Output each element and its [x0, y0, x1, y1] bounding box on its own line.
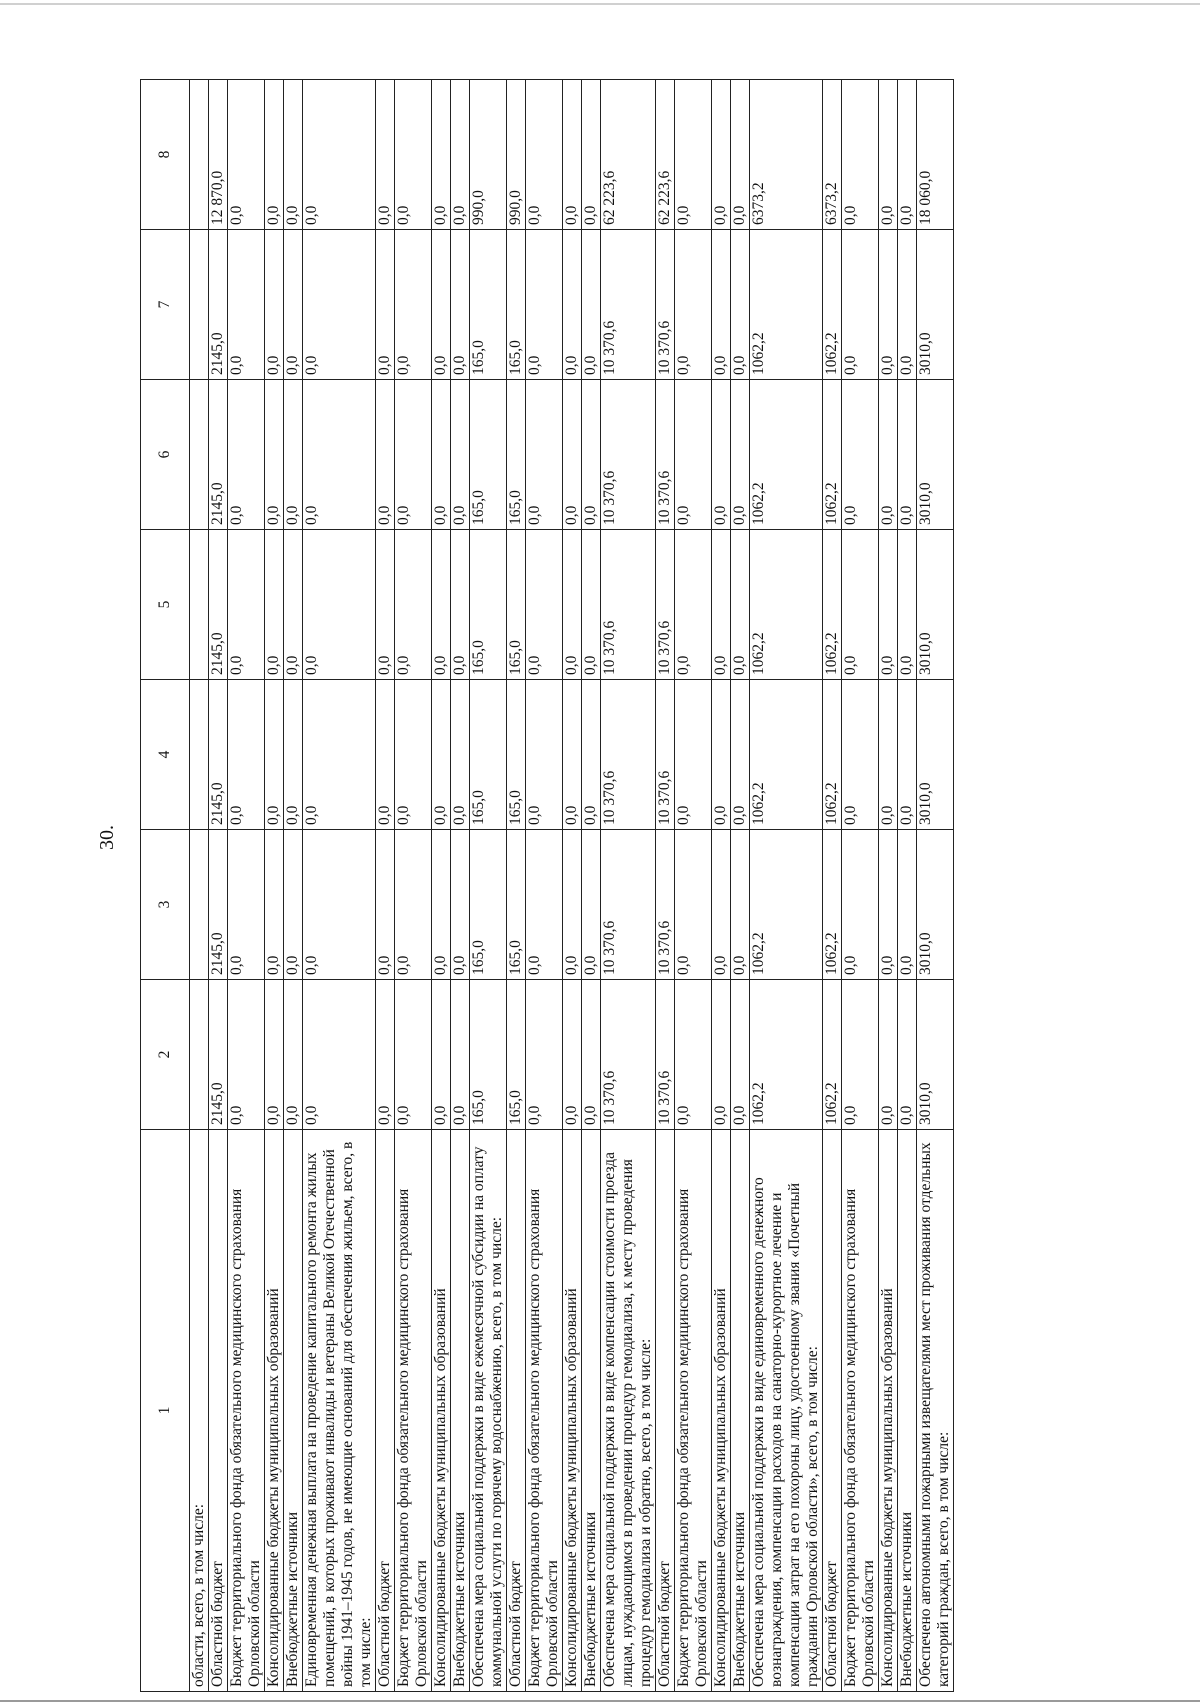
value-cell: 3010,0 — [917, 830, 954, 980]
value-cell: 0,0 — [563, 230, 582, 380]
value-cell — [190, 380, 209, 530]
scan-edge-top — [0, 3, 1200, 5]
value-cell: 0,0 — [303, 980, 376, 1130]
row-label: Обеспечена мера социальной поддержки в виде ежемесячной субсидии на оплату коммунальной услуги по горячему водоснабжению, всего, в том числе: — [470, 1130, 507, 1692]
value-cell: 0,0 — [526, 230, 563, 380]
value-cell: 0,0 — [265, 80, 284, 230]
value-cell: 0,0 — [284, 830, 303, 980]
table-row — [731, 80, 750, 1692]
table-row — [265, 80, 284, 1692]
value-cell: 165,0 — [507, 230, 526, 380]
row-label: Консолидированные бюджеты муниципальных образований — [563, 1130, 582, 1692]
table-row — [228, 80, 265, 1692]
value-cell: 0,0 — [376, 230, 395, 380]
value-cell: 0,0 — [432, 680, 451, 830]
value-cell: 0,0 — [284, 680, 303, 830]
value-cell: 0,0 — [898, 980, 917, 1130]
budget-table — [140, 79, 954, 1692]
column-header: 8 — [141, 80, 190, 230]
row-label: Областной бюджет — [507, 1130, 526, 1692]
value-cell: 18 060,0 — [917, 80, 954, 230]
value-cell: 2145,0 — [209, 830, 228, 980]
value-cell: 165,0 — [470, 230, 507, 380]
value-cell: 3010,0 — [917, 980, 954, 1130]
row-label: Областной бюджет — [209, 1130, 228, 1692]
row-label: Внебюджетные источники — [582, 1130, 601, 1692]
value-cell: 1062,2 — [750, 530, 823, 680]
value-cell: 0,0 — [879, 530, 898, 680]
table-row — [601, 80, 656, 1692]
value-cell: 6373,2 — [750, 80, 823, 230]
column-header: 5 — [141, 530, 190, 680]
value-cell: 0,0 — [395, 830, 432, 980]
value-cell: 0,0 — [376, 80, 395, 230]
table-body — [190, 80, 954, 1692]
value-cell: 0,0 — [582, 380, 601, 530]
value-cell: 3010,0 — [917, 380, 954, 530]
value-cell: 0,0 — [228, 680, 265, 830]
table-row — [879, 80, 898, 1692]
value-cell: 0,0 — [712, 530, 731, 680]
value-cell: 0,0 — [582, 230, 601, 380]
row-label: Единовременная денежная выплата на проведение капитального ремонта жилых помещений, в которых проживают инвалиды и ветераны Великой Отечественной войны 1941–1945 годов, не имеющие оснований для обеспечения жильем, всего, в том числе: — [303, 1130, 376, 1692]
value-cell: 0,0 — [675, 680, 712, 830]
value-cell: 10 370,6 — [656, 830, 675, 980]
value-cell: 0,0 — [228, 530, 265, 680]
value-cell: 0,0 — [265, 230, 284, 380]
row-label: Областной бюджет — [376, 1130, 395, 1692]
table-row — [507, 80, 526, 1692]
value-cell: 990,0 — [507, 80, 526, 230]
value-cell: 0,0 — [898, 230, 917, 380]
value-cell: 10 370,6 — [601, 680, 656, 830]
value-cell: 0,0 — [731, 980, 750, 1130]
value-cell: 0,0 — [712, 230, 731, 380]
value-cell: 0,0 — [879, 680, 898, 830]
scan-edge-bottom — [0, 1700, 1200, 1702]
value-cell: 0,0 — [712, 680, 731, 830]
table-row — [563, 80, 582, 1692]
table-row — [470, 80, 507, 1692]
value-cell: 10 370,6 — [656, 380, 675, 530]
value-cell: 0,0 — [395, 230, 432, 380]
value-cell: 0,0 — [432, 830, 451, 980]
value-cell: 0,0 — [898, 680, 917, 830]
value-cell: 0,0 — [675, 380, 712, 530]
value-cell: 0,0 — [712, 980, 731, 1130]
row-label: области, всего, в том числе: — [190, 1130, 209, 1692]
value-cell: 0,0 — [451, 80, 470, 230]
value-cell: 0,0 — [432, 80, 451, 230]
value-cell: 1062,2 — [750, 680, 823, 830]
value-cell: 1062,2 — [823, 530, 842, 680]
value-cell: 0,0 — [526, 80, 563, 230]
row-label: Бюджет территориального фонда обязательного медицинского страхования Орловской области — [526, 1130, 563, 1692]
value-cell: 0,0 — [395, 980, 432, 1130]
value-cell: 0,0 — [451, 530, 470, 680]
value-cell: 10 370,6 — [656, 530, 675, 680]
value-cell: 0,0 — [582, 80, 601, 230]
value-cell: 0,0 — [582, 830, 601, 980]
value-cell: 0,0 — [842, 80, 879, 230]
column-header: 7 — [141, 230, 190, 380]
value-cell: 0,0 — [879, 380, 898, 530]
value-cell: 10 370,6 — [656, 980, 675, 1130]
value-cell: 0,0 — [284, 80, 303, 230]
table-row — [582, 80, 601, 1692]
table-row — [209, 80, 228, 1692]
value-cell: 1062,2 — [823, 830, 842, 980]
value-cell: 0,0 — [563, 830, 582, 980]
row-label: Обеспечено автономными пожарными извещателями мест проживания отдельных категорий граждан, всего, в том числе: — [917, 1130, 954, 1692]
row-label: Консолидированные бюджеты муниципальных образований — [712, 1130, 731, 1692]
value-cell: 0,0 — [563, 680, 582, 830]
table-row — [432, 80, 451, 1692]
value-cell: 0,0 — [451, 380, 470, 530]
value-cell: 165,0 — [507, 980, 526, 1130]
value-cell: 1062,2 — [750, 980, 823, 1130]
value-cell — [190, 230, 209, 380]
row-label: Бюджет территориального фонда обязательного медицинского страхования Орловской области — [675, 1130, 712, 1692]
row-label: Консолидированные бюджеты муниципальных образований — [879, 1130, 898, 1692]
table-row — [750, 80, 823, 1692]
row-label: Консолидированные бюджеты муниципальных образований — [432, 1130, 451, 1692]
value-cell: 10 370,6 — [656, 680, 675, 830]
value-cell: 0,0 — [842, 680, 879, 830]
value-cell: 10 370,6 — [601, 980, 656, 1130]
value-cell: 0,0 — [842, 530, 879, 680]
value-cell: 10 370,6 — [601, 380, 656, 530]
value-cell: 0,0 — [898, 380, 917, 530]
value-cell: 0,0 — [712, 830, 731, 980]
value-cell: 0,0 — [376, 830, 395, 980]
value-cell: 165,0 — [470, 980, 507, 1130]
value-cell: 1062,2 — [823, 380, 842, 530]
value-cell: 0,0 — [842, 230, 879, 380]
value-cell: 2145,0 — [209, 980, 228, 1130]
table-row — [712, 80, 731, 1692]
value-cell — [190, 680, 209, 830]
value-cell: 1062,2 — [823, 230, 842, 380]
table-row — [376, 80, 395, 1692]
value-cell: 0,0 — [563, 980, 582, 1130]
value-cell: 165,0 — [507, 830, 526, 980]
table-row — [917, 80, 954, 1692]
table-row — [395, 80, 432, 1692]
row-label: Внебюджетные источники — [731, 1130, 750, 1692]
value-cell: 62 223,6 — [656, 80, 675, 230]
value-cell: 0,0 — [265, 380, 284, 530]
value-cell: 0,0 — [432, 980, 451, 1130]
value-cell: 0,0 — [582, 680, 601, 830]
value-cell: 0,0 — [376, 680, 395, 830]
row-label: Областной бюджет — [656, 1130, 675, 1692]
value-cell: 0,0 — [265, 530, 284, 680]
value-cell: 0,0 — [451, 680, 470, 830]
column-header: 2 — [141, 980, 190, 1130]
value-cell: 0,0 — [563, 380, 582, 530]
value-cell — [190, 530, 209, 680]
page-number: 30. — [96, 825, 118, 850]
table-row — [898, 80, 917, 1692]
value-cell: 0,0 — [451, 980, 470, 1130]
value-cell: 0,0 — [842, 980, 879, 1130]
header-row — [141, 80, 190, 1692]
table-row — [842, 80, 879, 1692]
value-cell — [190, 980, 209, 1130]
value-cell: 0,0 — [284, 980, 303, 1130]
column-header: 1 — [141, 1130, 190, 1692]
value-cell: 0,0 — [842, 830, 879, 980]
row-label: Бюджет территориального фонда обязательного медицинского страхования Орловской области — [842, 1130, 879, 1692]
value-cell: 0,0 — [898, 530, 917, 680]
value-cell: 0,0 — [731, 230, 750, 380]
value-cell: 0,0 — [526, 980, 563, 1130]
value-cell: 0,0 — [451, 830, 470, 980]
value-cell: 165,0 — [507, 380, 526, 530]
value-cell: 0,0 — [731, 80, 750, 230]
value-cell: 0,0 — [395, 530, 432, 680]
value-cell: 12 870,0 — [209, 80, 228, 230]
row-label: Бюджет территориального фонда обязательного медицинского страхования Орловской области — [228, 1130, 265, 1692]
rotated-table-container — [140, 80, 1188, 1692]
table-row — [284, 80, 303, 1692]
value-cell: 0,0 — [898, 830, 917, 980]
column-header: 6 — [141, 380, 190, 530]
value-cell: 0,0 — [228, 980, 265, 1130]
value-cell: 0,0 — [395, 380, 432, 530]
value-cell: 0,0 — [879, 830, 898, 980]
value-cell: 10 370,6 — [656, 230, 675, 380]
row-label: Обеспечена мера социальной поддержки в виде компенсации стоимости проезда лицам, нуждающимся в проведении процедур гемодиализа, к месту проведения процедур гемодиализа и обратно, всего, в том числе: — [601, 1130, 656, 1692]
value-cell: 0,0 — [526, 530, 563, 680]
value-cell: 0,0 — [879, 80, 898, 230]
column-header: 3 — [141, 830, 190, 980]
value-cell: 3010,0 — [917, 680, 954, 830]
value-cell: 1062,2 — [823, 680, 842, 830]
value-cell: 0,0 — [265, 830, 284, 980]
value-cell: 10 370,6 — [601, 230, 656, 380]
column-header: 4 — [141, 680, 190, 830]
value-cell: 0,0 — [228, 80, 265, 230]
value-cell: 0,0 — [303, 680, 376, 830]
table-row — [451, 80, 470, 1692]
value-cell: 0,0 — [563, 530, 582, 680]
row-label: Обеспечена мера социальной поддержки в виде единовременного денежного вознаграждения, компенсации расходов на санаторно-курортное лечение и компенсации затрат на его похороны лицу, удостоенному звания «Почетный гражданин Орловской области», всего, в том числе: — [750, 1130, 823, 1692]
value-cell: 165,0 — [470, 530, 507, 680]
value-cell: 0,0 — [228, 380, 265, 530]
value-cell: 0,0 — [432, 230, 451, 380]
value-cell: 0,0 — [376, 380, 395, 530]
value-cell: 1062,2 — [750, 830, 823, 980]
value-cell: 165,0 — [470, 830, 507, 980]
value-cell — [190, 80, 209, 230]
value-cell: 0,0 — [284, 230, 303, 380]
value-cell: 0,0 — [675, 530, 712, 680]
value-cell: 0,0 — [526, 380, 563, 530]
value-cell: 0,0 — [303, 230, 376, 380]
value-cell: 0,0 — [376, 980, 395, 1130]
value-cell: 0,0 — [303, 530, 376, 680]
table-row — [190, 80, 209, 1692]
value-cell: 0,0 — [526, 680, 563, 830]
value-cell: 0,0 — [432, 380, 451, 530]
value-cell: 0,0 — [303, 80, 376, 230]
row-label: Областной бюджет — [823, 1130, 842, 1692]
value-cell: 0,0 — [675, 230, 712, 380]
value-cell: 165,0 — [470, 680, 507, 830]
value-cell: 0,0 — [731, 680, 750, 830]
value-cell: 2145,0 — [209, 380, 228, 530]
row-label: Внебюджетные источники — [284, 1130, 303, 1692]
row-label: Бюджет территориального фонда обязательного медицинского страхования Орловской области — [395, 1130, 432, 1692]
value-cell — [190, 830, 209, 980]
value-cell: 0,0 — [395, 80, 432, 230]
value-cell: 0,0 — [303, 380, 376, 530]
value-cell: 10 370,6 — [601, 830, 656, 980]
value-cell: 0,0 — [284, 530, 303, 680]
value-cell: 3010,0 — [917, 530, 954, 680]
value-cell: 990,0 — [470, 80, 507, 230]
table-row — [675, 80, 712, 1692]
value-cell: 0,0 — [284, 380, 303, 530]
value-cell: 0,0 — [842, 380, 879, 530]
table-row — [656, 80, 675, 1692]
value-cell: 0,0 — [731, 380, 750, 530]
value-cell: 0,0 — [451, 230, 470, 380]
value-cell: 2145,0 — [209, 530, 228, 680]
value-cell: 10 370,6 — [601, 530, 656, 680]
value-cell: 1062,2 — [750, 380, 823, 530]
value-cell: 0,0 — [376, 530, 395, 680]
value-cell: 0,0 — [731, 530, 750, 680]
value-cell: 0,0 — [879, 230, 898, 380]
value-cell: 0,0 — [265, 980, 284, 1130]
value-cell: 0,0 — [879, 980, 898, 1130]
value-cell: 0,0 — [265, 680, 284, 830]
value-cell: 0,0 — [303, 830, 376, 980]
value-cell: 0,0 — [582, 980, 601, 1130]
value-cell: 0,0 — [228, 230, 265, 380]
value-cell: 165,0 — [507, 530, 526, 680]
value-cell: 3010,0 — [917, 230, 954, 380]
value-cell: 0,0 — [526, 830, 563, 980]
value-cell: 6373,2 — [823, 80, 842, 230]
value-cell: 0,0 — [731, 830, 750, 980]
row-label: Консолидированные бюджеты муниципальных образований — [265, 1130, 284, 1692]
value-cell: 1062,2 — [750, 230, 823, 380]
value-cell: 0,0 — [563, 80, 582, 230]
row-label: Внебюджетные источники — [451, 1130, 470, 1692]
value-cell: 0,0 — [582, 530, 601, 680]
value-cell: 2145,0 — [209, 230, 228, 380]
value-cell: 0,0 — [675, 80, 712, 230]
table-row — [526, 80, 563, 1692]
value-cell: 165,0 — [470, 380, 507, 530]
value-cell: 62 223,6 — [601, 80, 656, 230]
value-cell: 0,0 — [712, 80, 731, 230]
value-cell: 0,0 — [675, 830, 712, 980]
value-cell: 1062,2 — [823, 980, 842, 1130]
table-row — [823, 80, 842, 1692]
value-cell: 0,0 — [432, 530, 451, 680]
value-cell: 2145,0 — [209, 680, 228, 830]
row-label: Внебюджетные источники — [898, 1130, 917, 1692]
table-row — [303, 80, 376, 1692]
value-cell: 0,0 — [675, 980, 712, 1130]
value-cell: 0,0 — [898, 80, 917, 230]
value-cell: 0,0 — [712, 380, 731, 530]
value-cell: 165,0 — [507, 680, 526, 830]
value-cell: 0,0 — [395, 680, 432, 830]
value-cell: 0,0 — [228, 830, 265, 980]
